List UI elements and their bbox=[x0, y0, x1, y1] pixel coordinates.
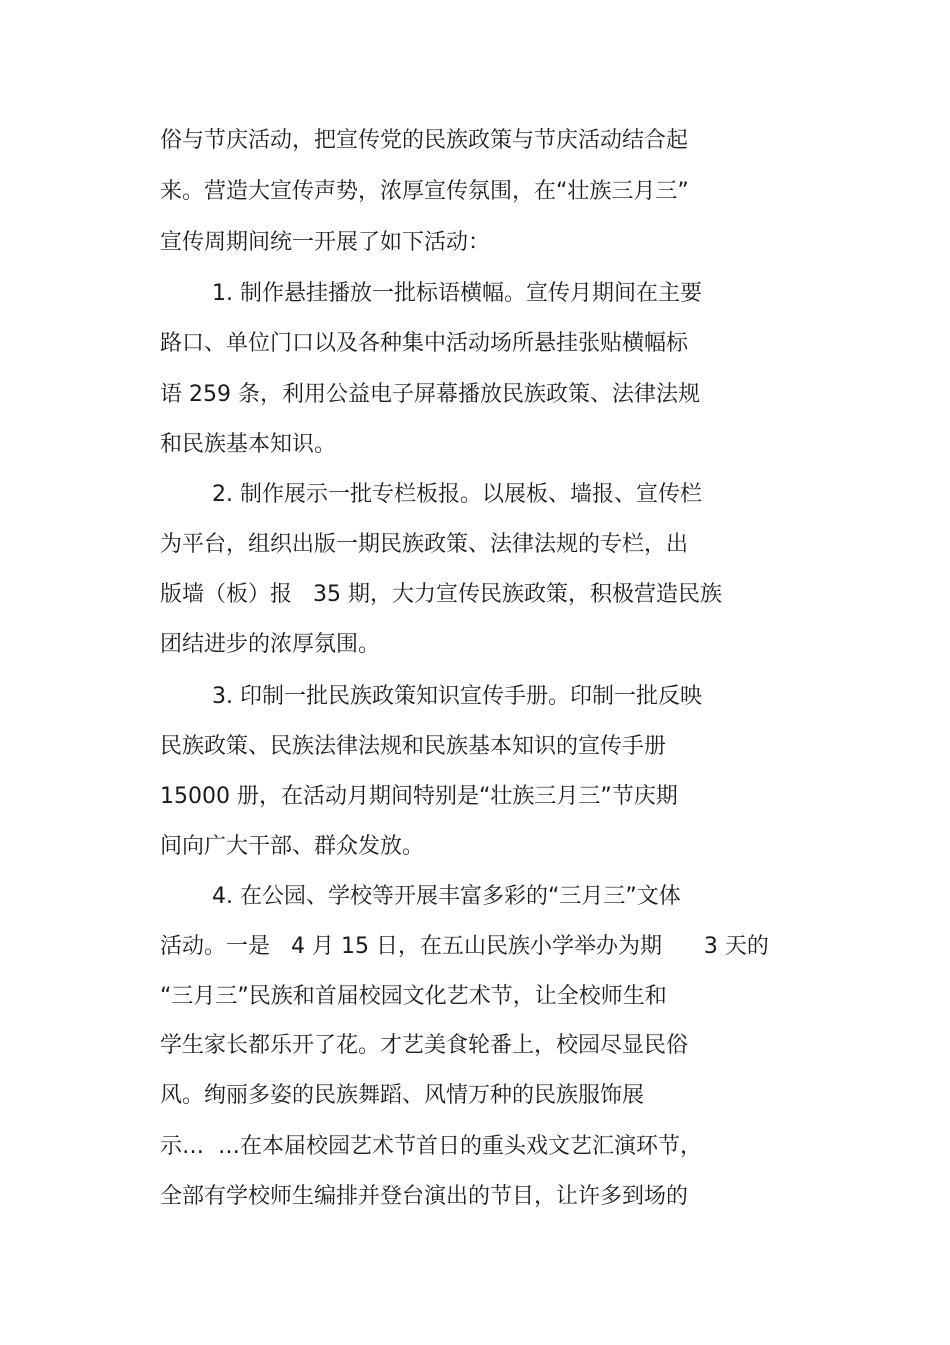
text-line-4: 1. 制作悬挂播放一批标语横幅。宣传月期间在主要 bbox=[212, 281, 702, 306]
text-line-3: 宣传周期间统一开展了如下活动： bbox=[160, 230, 491, 255]
text-line-6: 语 259 条，利用公益电子屏幕播放民族政策、法律法规 bbox=[160, 382, 700, 407]
text-line-1: 俗与节庆活动，把宣传党的民族政策与节庆活动结合起 bbox=[160, 128, 689, 153]
text-line-9: 为平台，组织出版一期民族政策、法律法规的专栏，出 bbox=[160, 532, 689, 557]
text-line-18: “三月三”民族和首届校园文化艺术节，让全校师生和 bbox=[160, 984, 667, 1009]
text-line-13: 民族政策、民族法律法规和民族基本知识的宣传手册 bbox=[160, 734, 667, 759]
text-line-11: 团结进步的浓厚氛围。 bbox=[160, 632, 381, 657]
text-line-8: 2. 制作展示一批专栏板报。以展板、墙报、宣传栏 bbox=[212, 482, 702, 507]
text-line-2: 来。营造大宣传声势，浓厚宣传氛围，在“壮族三月三” bbox=[160, 179, 689, 204]
text-line-12: 3. 印制一批民族政策知识宣传手册。印制一批反映 bbox=[212, 684, 702, 709]
text-line-16: 4. 在公园、学校等开展丰富多彩的“三月三”文体 bbox=[212, 884, 681, 909]
text-line-15: 间向广大干部、群众发放。 bbox=[160, 834, 425, 859]
text-line-20: 风。绚丽多姿的民族舞蹈、风情万种的民族服饰展 bbox=[160, 1083, 645, 1108]
text-line-21: 示… …在本届校园艺术节首日的重头戏文艺汇演环节， bbox=[160, 1134, 702, 1159]
text-line-5: 路口、单位门口以及各种集中活动场所悬挂张贴横幅标 bbox=[160, 331, 689, 356]
text-line-22: 全部有学校师生编排并登台演出的节目，让许多到场的 bbox=[160, 1184, 689, 1209]
text-line-7: 和民族基本知识。 bbox=[160, 432, 337, 457]
text-line-10: 版墙（板）报 35 期，大力宣传民族政策，积极营造民族 bbox=[160, 582, 722, 607]
text-line-19: 学生家长都乐开了花。才艺美食轮番上，校园尽显民俗 bbox=[160, 1033, 689, 1058]
text-line-14: 15000 册，在活动月期间特别是“壮族三月三”节庆期 bbox=[160, 784, 678, 809]
text-line-17: 活动。一是 4 月 15 日，在五山民族小学举办为期 3 天的 bbox=[160, 934, 769, 959]
